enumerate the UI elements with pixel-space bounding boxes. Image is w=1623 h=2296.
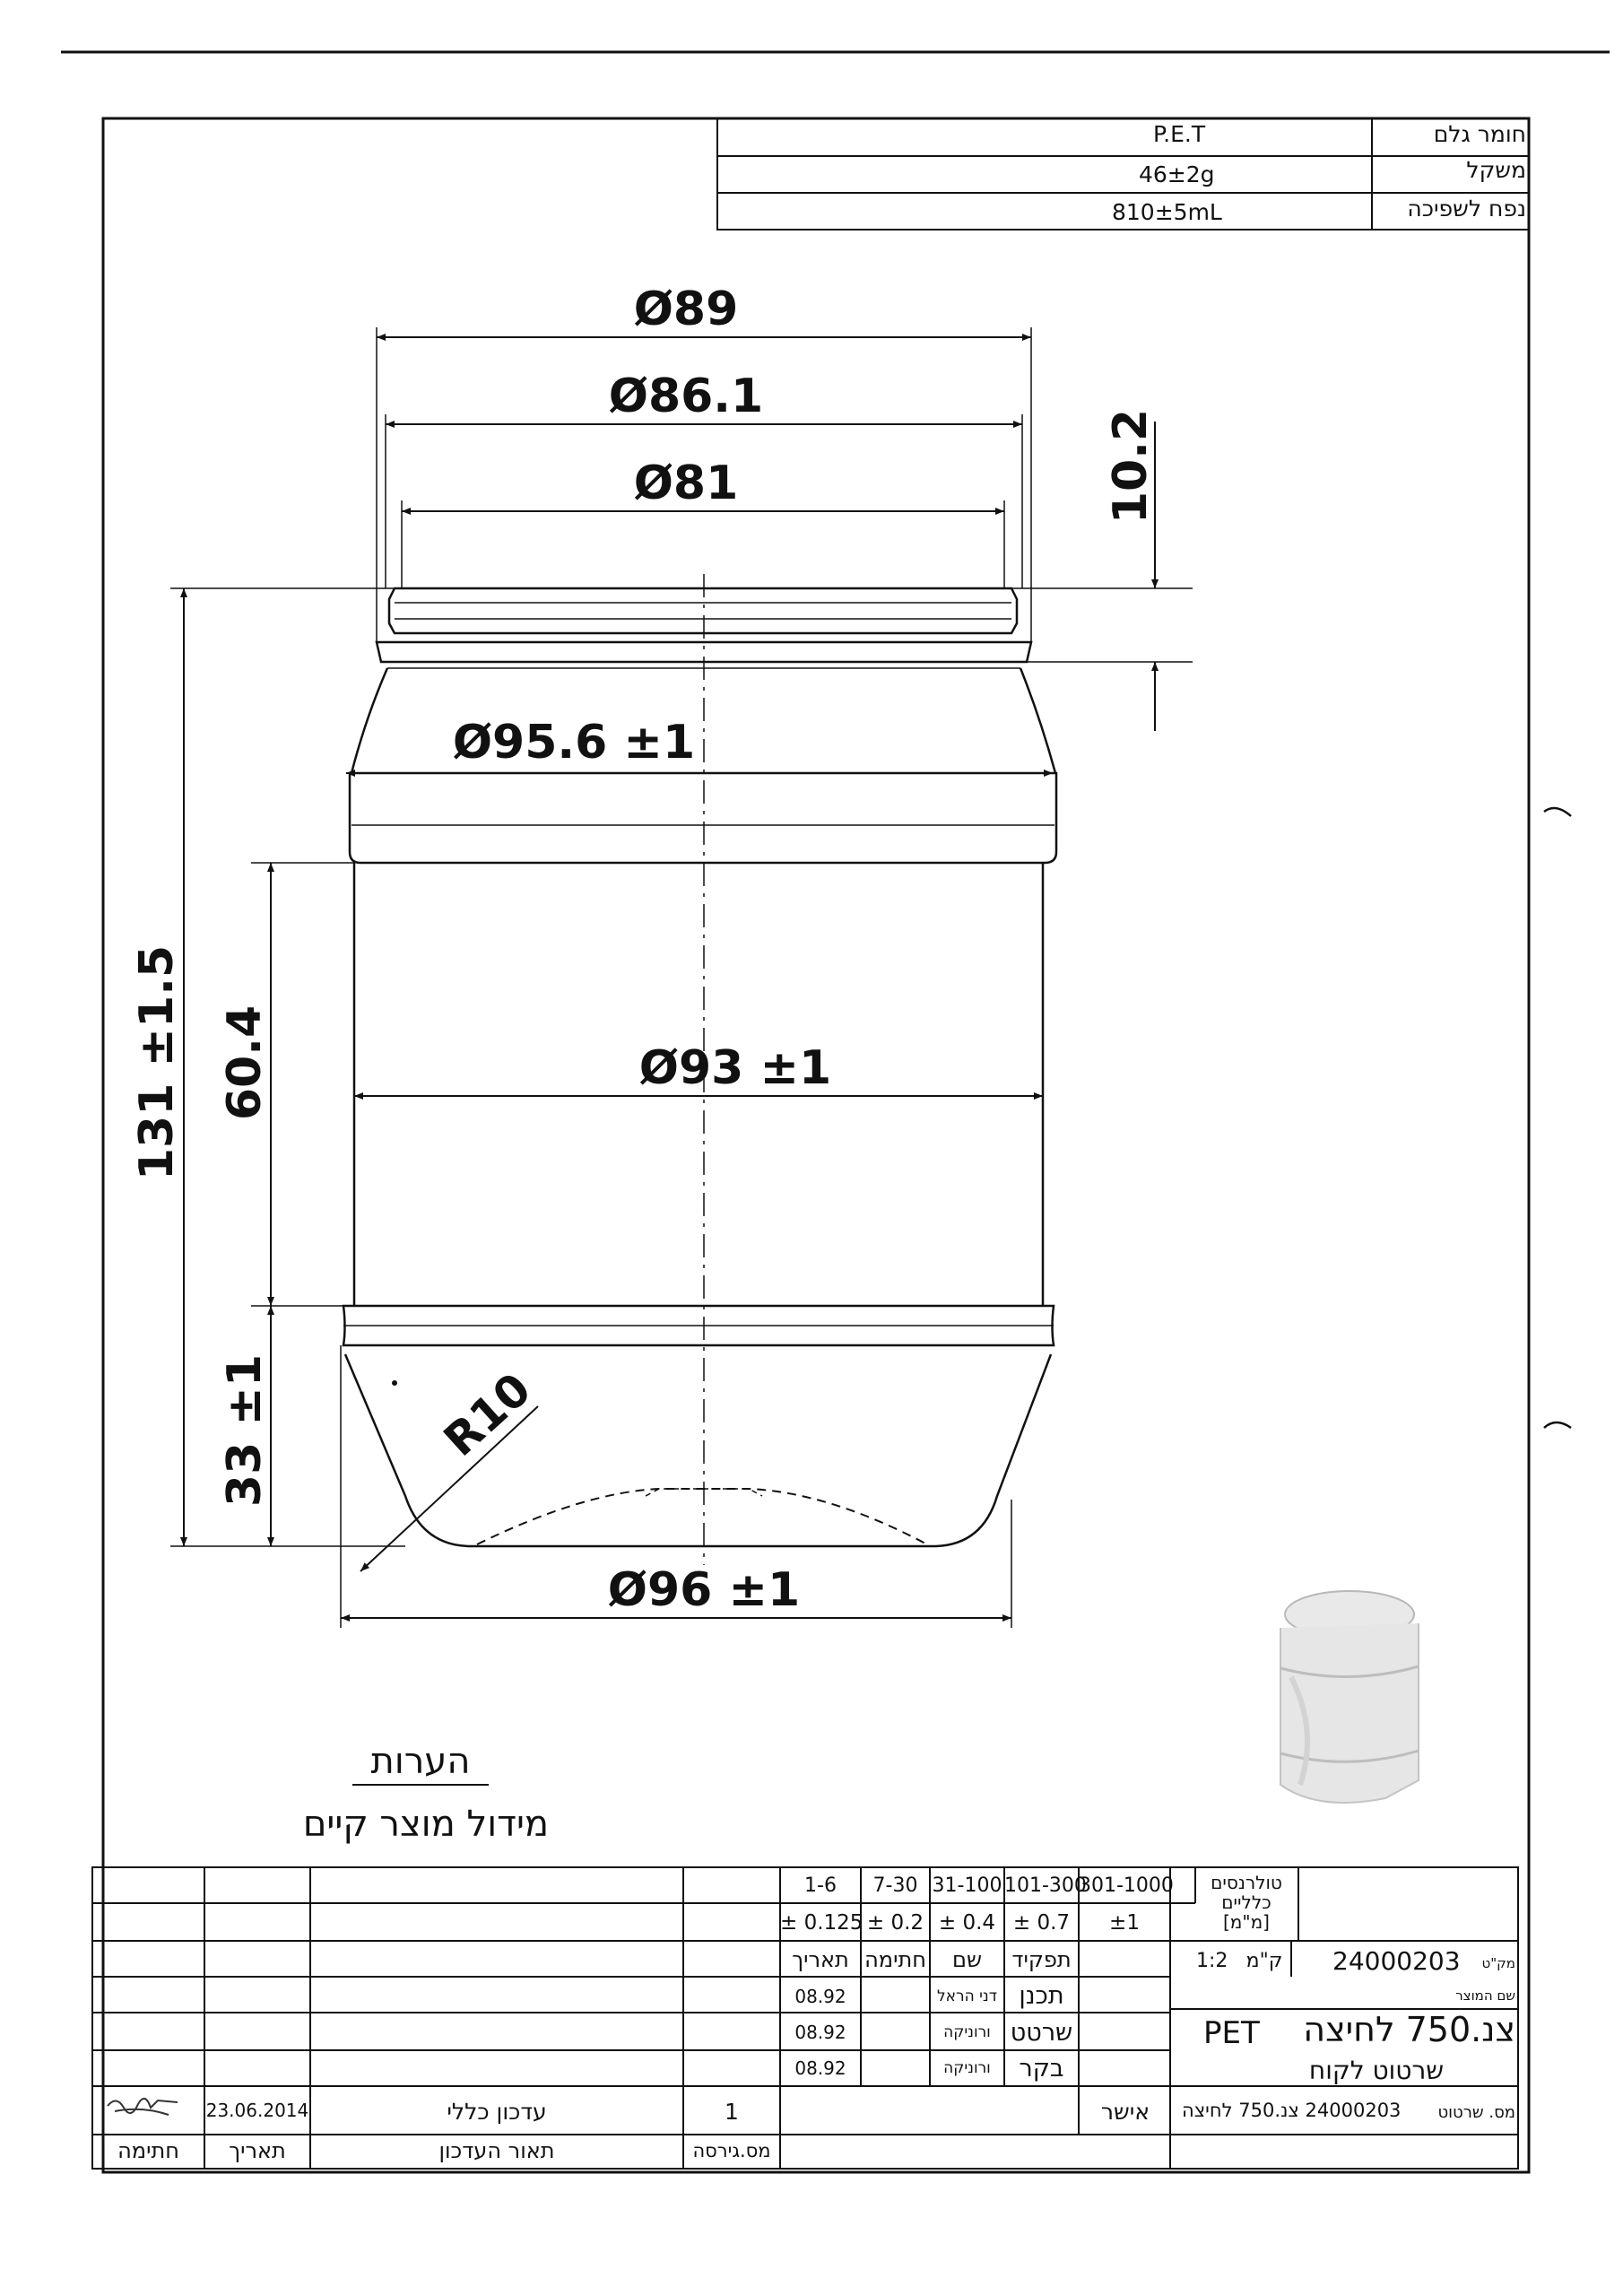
jar-photo [1280, 1591, 1419, 1803]
signoff-col-name: שם [952, 1947, 982, 1972]
tol-value-5: ±1 [1109, 1911, 1140, 1935]
signoff-date: 08.92 [794, 1986, 846, 2007]
dim-radius: R10 [434, 1362, 542, 1467]
signoff-name: דני הראל [936, 1987, 998, 2005]
signoff-role: בקר [1019, 2055, 1064, 2083]
extension-lines [170, 327, 1193, 1628]
dim-neck-outer: Ø89 [633, 283, 739, 336]
spec-weight-label: משקל [1466, 157, 1526, 183]
dimension-lines [184, 337, 1155, 1618]
dim-neck-inner: Ø81 [633, 457, 739, 510]
scale-value: 1:2 [1196, 1950, 1228, 1972]
signoff-name: ורוניקה [943, 2023, 991, 2041]
dim-total-height: 131 ±1.5 [130, 944, 184, 1181]
notes-title: הערות [370, 1741, 471, 1782]
signoff-col-date: תאריך [792, 1947, 849, 1972]
tol-range-2: 7-30 [872, 1874, 918, 1897]
revision-header-version: מס.גירסה [692, 2140, 771, 2161]
spec-volume-value: 810±5mL [1112, 199, 1222, 225]
dim-neck-mid: Ø86.1 [608, 370, 764, 423]
margin-dot [392, 1380, 397, 1386]
tol-range-3: 31-100 [932, 1874, 1002, 1897]
tol-range-1: 1-6 [804, 1874, 837, 1897]
tol-value-4: ± 0.7 [1012, 1911, 1071, 1935]
product-name-label: שם המוצר [1455, 1987, 1515, 2004]
margin-mark [1544, 808, 1571, 816]
signoff-name: ורוניקה [943, 2059, 991, 2077]
revision-signature [108, 2099, 178, 2115]
dim-base: Ø96 ±1 [607, 1563, 801, 1617]
signoff-role: שרטט [1010, 2019, 1073, 2047]
product-name: צנ.750 לחיצה [1303, 2010, 1515, 2049]
tol-value-2: ± 0.2 [866, 1911, 924, 1935]
notes-text: מידול מוצר קיים [302, 1804, 550, 1845]
tol-range-5: 301-1000 [1079, 1874, 1174, 1897]
revision-header-description: תאור העדכון [438, 2138, 555, 2163]
tol-value-3: ± 0.4 [938, 1911, 996, 1935]
signoff-date: 08.92 [794, 2057, 846, 2079]
dim-finish-height: 10.2 [1104, 408, 1158, 525]
tol-range-4: 101-300 [1004, 1874, 1087, 1897]
revision-header-signature: חתימה [117, 2138, 179, 2163]
scale-label: ק"מ [1245, 1950, 1283, 1972]
margin-mark [1544, 1422, 1571, 1428]
dim-body-height: 60.4 [218, 1004, 272, 1121]
signoff-role: אישר [1100, 2099, 1150, 2125]
spec-volume-label: נפח לשפיכה [1407, 196, 1526, 222]
dim-body: Ø93 ±1 [638, 1041, 832, 1095]
tol-header: טולרנסים כלליים [מ"מ] [1211, 1872, 1282, 1933]
product-material: PET [1203, 2015, 1260, 2051]
drawing-number: 24000203 צנ.750 לחיצה [1182, 2100, 1402, 2121]
revision-header-date: תאריך [229, 2138, 286, 2163]
signoff-col-role: תפקיד [1011, 1947, 1072, 1972]
revision-version: 1 [725, 2099, 739, 2125]
drawing-frame [103, 118, 1529, 2172]
drawing-type: שרטוט לקוח [1308, 2056, 1445, 2085]
revision-date: 23.06.2014 [205, 2100, 309, 2121]
signoff-role: תכנן [1019, 1982, 1064, 2010]
catalog-number: 24000203 [1332, 1946, 1461, 1976]
spec-material-label: חומר גלם [1433, 121, 1526, 147]
signoff-col-signature: חתימה [864, 1947, 926, 1972]
dim-shoulder: Ø95.6 ±1 [452, 716, 696, 770]
signoff-date: 08.92 [794, 2022, 846, 2043]
revision-description: עדכון כללי [447, 2099, 547, 2125]
tol-value-1: ± 0.125 [780, 1911, 864, 1935]
drawing-number-label: מס. שרטוט [1437, 2103, 1515, 2122]
dim-base-height: 33 ±1 [218, 1353, 272, 1508]
spec-material-value: P.E.T [1153, 121, 1206, 147]
catalog-label: מק"ט [1481, 1955, 1515, 1971]
spec-weight-value: 46±2g [1139, 161, 1215, 187]
